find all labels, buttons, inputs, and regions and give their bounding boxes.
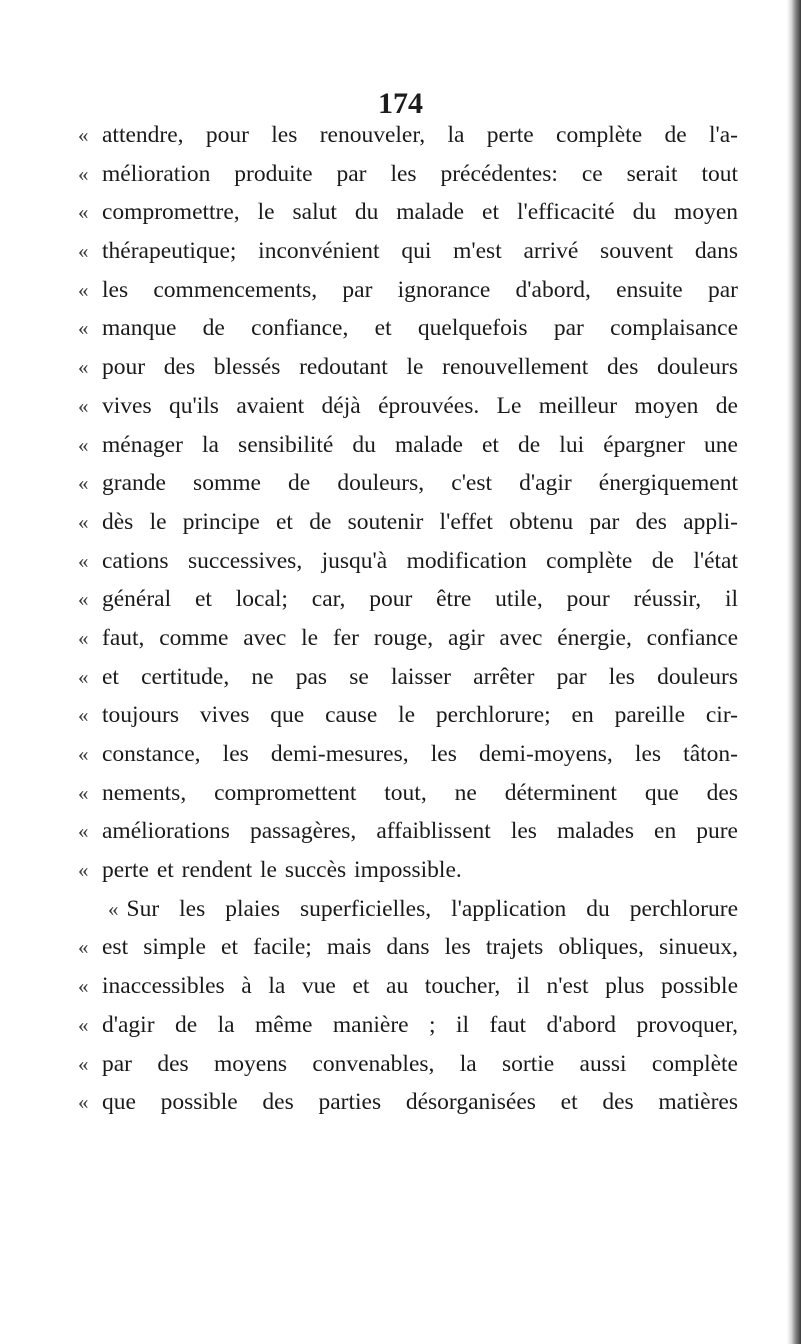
text-line [78, 812, 738, 851]
text-line [78, 348, 738, 387]
line-text: compromettre, le salut du malade et l'efficacité du moyen [102, 199, 738, 226]
line-text: les commencements, par ignorance d'abord, ensuite par [102, 276, 738, 303]
quote-mark: « [78, 587, 89, 612]
paragraph-start [108, 890, 738, 929]
line-text: perte et rendent le succès impossible. [102, 857, 462, 884]
quote-mark: « [78, 432, 89, 457]
line-text: ménager la sensibilité du malade et de lui épargner une [102, 431, 738, 458]
page-edge-shadow [787, 0, 801, 1344]
quote-mark: « [78, 858, 89, 883]
line-text: toujours vives que cause le perchlorure; en pareille cir- [102, 702, 738, 729]
text-line [78, 1006, 738, 1045]
quote-mark: « [78, 277, 89, 302]
line-text: est simple et facile; mais dans les trajets obliques, sinueux, [102, 934, 738, 961]
line-text: et certitude, ne pas se laisser arrêter par les douleurs [102, 663, 738, 690]
line-text: Sur les plaies superficielles, l'application du perchlorure [126, 895, 738, 922]
line-text: faut, comme avec le fer rouge, agir avec énergie, confiance [102, 624, 738, 651]
quote-mark: « [78, 509, 89, 534]
quote-mark: « [78, 703, 89, 728]
quote-mark: « [78, 974, 89, 999]
text-line [78, 232, 738, 271]
text-line [78, 155, 738, 194]
quote-mark: « [78, 625, 89, 650]
text-line [78, 464, 738, 503]
line-text: nements, compromettent tout, ne déterminent que des [102, 779, 738, 806]
quote-mark: « [78, 1090, 89, 1115]
text-line [78, 735, 738, 774]
text-line [78, 928, 738, 967]
text-line [78, 967, 738, 1006]
quote-mark: « [108, 896, 119, 921]
text-line [78, 309, 738, 348]
line-text: pour des blessés redoutant le renouvellement des douleurs [102, 354, 738, 381]
line-text: améliorations passagères, affaiblissent les malades en pure [102, 818, 738, 845]
line-text: manque de confiance, et quelquefois par complaisance [102, 315, 738, 342]
quote-mark: « [78, 780, 89, 805]
quote-mark: « [78, 123, 89, 147]
line-text: attendre, pour les renouveler, la perte complète de l'a- [102, 122, 738, 148]
quote-mark: « [78, 200, 89, 225]
line-text: que possible des parties désorganisées et des matières [102, 1089, 738, 1116]
text-line [78, 619, 738, 658]
quote-mark: « [78, 161, 89, 186]
line-text: grande somme de douleurs, c'est d'agir énergiquement [102, 470, 738, 497]
line-text: général et local; car, pour être utile, pour réussir, il [102, 586, 738, 613]
text-line [78, 890, 738, 929]
quote-mark: « [78, 1051, 89, 1076]
quote-mark: « [78, 664, 89, 689]
quote-mark: « [78, 355, 89, 380]
quote-mark: « [78, 393, 89, 418]
quote-mark: « [78, 548, 89, 573]
quote-mark: « [78, 239, 89, 264]
text-line [78, 851, 738, 890]
text-line [78, 116, 738, 155]
line-text: inaccessibles à la vue et au toucher, il n'est plus possible [102, 973, 738, 1000]
text-line [78, 696, 738, 735]
line-text: cations successives, jusqu'à modification complète de l'état [102, 547, 738, 574]
line-text: thérapeutique; inconvénient qui m'est arrivé souvent dans [102, 238, 738, 265]
text-line [78, 193, 738, 232]
body-text [78, 116, 738, 1122]
line-text: par des moyens convenables, la sortie aussi complète [102, 1050, 738, 1077]
text-line [78, 1045, 738, 1084]
line-text: vives qu'ils avaient déjà éprouvées. Le meilleur moyen de [102, 392, 738, 419]
line-text: constance, les demi-mesures, les demi-moyens, les tâton- [102, 741, 738, 767]
line-text: d'agir de la même manière ; il faut d'abord provoquer, [102, 1011, 738, 1038]
text-line [78, 580, 738, 619]
text-line [78, 387, 738, 426]
line-text: dès le principe et de soutenir l'effet obtenu par des appli- [102, 508, 738, 535]
page-number: 174 [378, 87, 423, 120]
quote-mark: « [78, 742, 89, 766]
text-line [78, 658, 738, 697]
text-line [78, 1083, 738, 1122]
text-line [78, 271, 738, 310]
text-line [78, 774, 738, 813]
quote-mark: « [78, 935, 89, 960]
text-line [78, 426, 738, 465]
text-line [78, 542, 738, 581]
quote-mark: « [78, 316, 89, 341]
line-text: mélioration produite par les précédentes: ce serait tout [102, 160, 738, 187]
quote-mark: « [78, 471, 89, 496]
quote-mark: « [78, 819, 89, 844]
quote-mark: « [78, 1012, 89, 1037]
text-line [78, 503, 738, 542]
